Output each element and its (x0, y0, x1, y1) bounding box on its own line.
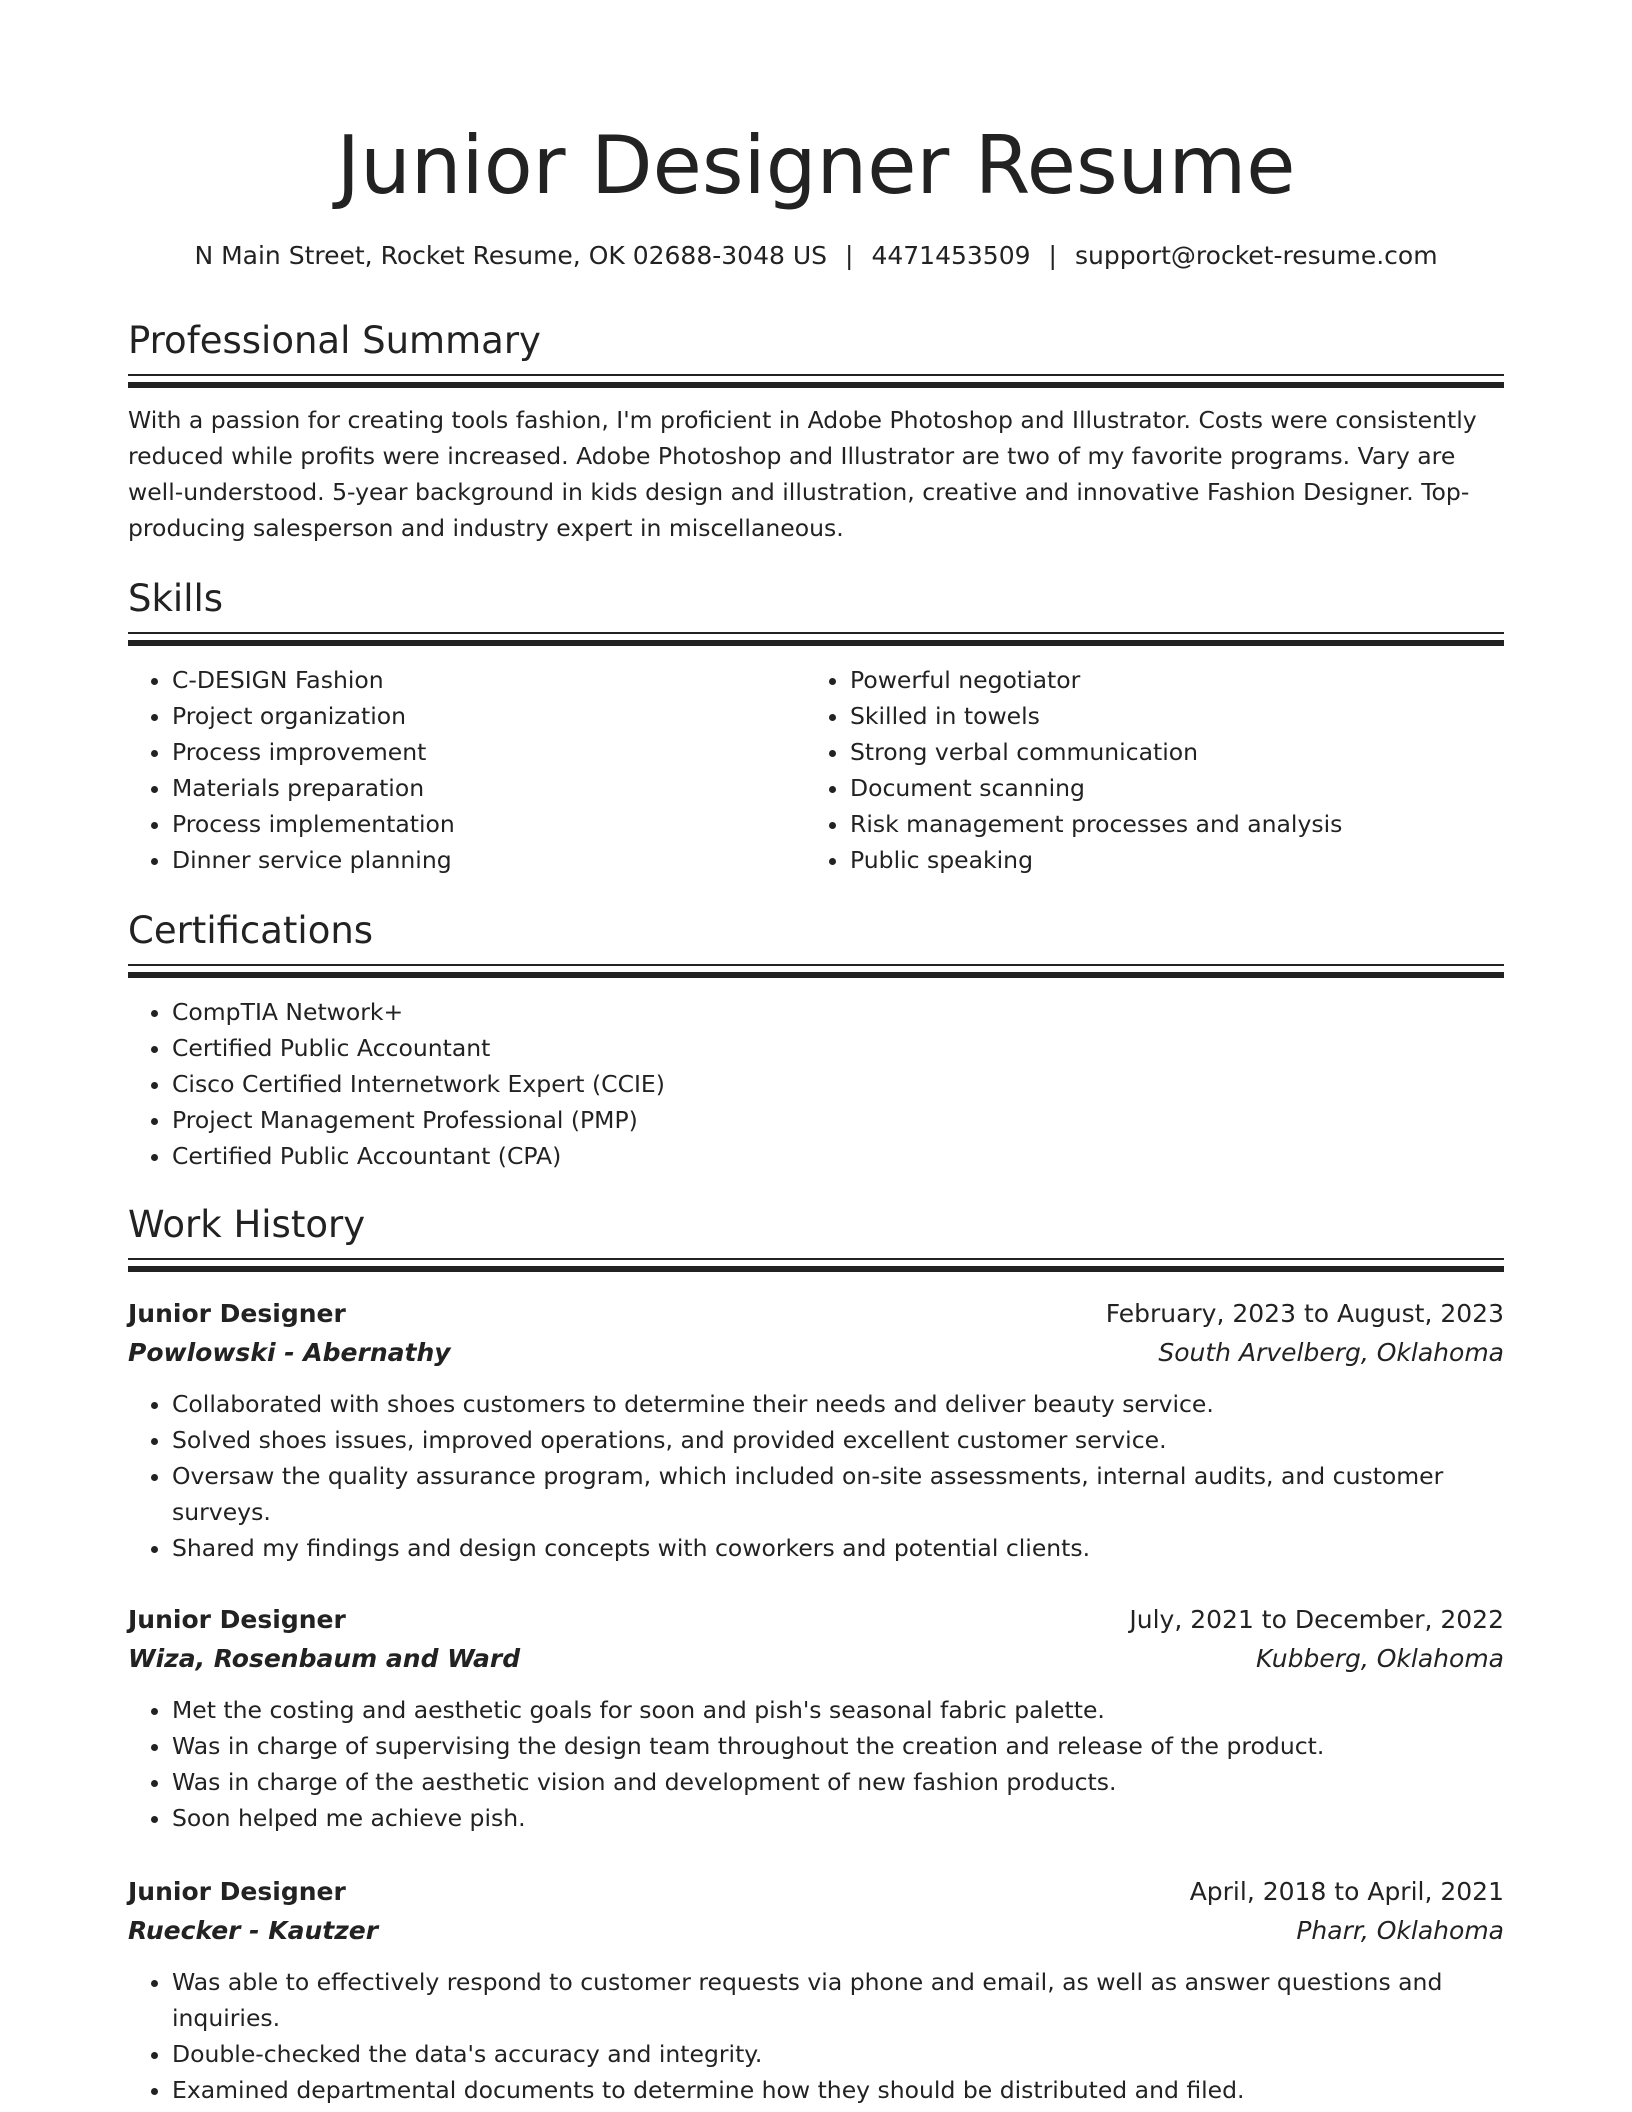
job-title: Junior Designer (128, 1877, 346, 1906)
job-location: Kubberg, Oklahoma (1256, 1644, 1504, 1673)
job-bullet: • Soon helped me achieve pish. (172, 1800, 1504, 1836)
skills-column-left (128, 662, 806, 878)
section-divider (128, 1266, 1504, 1272)
contact-line (128, 238, 1504, 274)
contact-separator: | (1048, 241, 1057, 270)
skill-item: • Public speaking (850, 842, 1484, 878)
job-bullet: • Was in charge of the aesthetic vision and development of new fashion products. (172, 1764, 1504, 1800)
job-dates: February, 2023 to August, 2023 (1105, 1299, 1504, 1328)
job-bullets (128, 1386, 1504, 1566)
contact-email: support@rocket-resume.com (1074, 241, 1438, 270)
job-bullets (128, 1692, 1504, 1836)
skill-item: • Document scanning (850, 770, 1484, 806)
job-bullet: • Was able to effectively respond to customer requests via phone and email, as well as answer questions and inquiries. (172, 1964, 1504, 2036)
section-heading: Work History (128, 1203, 366, 1246)
resume-title: Junior Designer Resume (336, 119, 1296, 212)
job-company: Wiza, Rosenbaum and Ward (128, 1644, 521, 1673)
certification-item: • Cisco Certified Internetwork Expert (CCIE) (172, 1066, 1504, 1102)
skill-item: • Strong verbal communication (850, 734, 1484, 770)
job-bullet: • Solved shoes issues, improved operations, and provided excellent customer service. (172, 1422, 1504, 1458)
job-bullet: • Shared my findings and design concepts with coworkers and potential clients. (172, 1530, 1504, 1566)
section-heading: Skills (128, 577, 224, 620)
section-heading: Certifications (128, 909, 374, 952)
summary-section (128, 316, 1504, 546)
skill-item: • Risk management processes and analysis (850, 806, 1484, 842)
skills-section (128, 574, 1504, 878)
section-divider (128, 632, 1504, 634)
work-history-section (128, 1200, 1504, 1272)
skill-item: • Materials preparation (172, 770, 806, 806)
skill-item: • Process implementation (172, 806, 806, 842)
section-divider (128, 964, 1504, 966)
certification-item: • Certified Public Accountant (CPA) (172, 1138, 1504, 1174)
certification-item: • Certified Public Accountant (172, 1030, 1504, 1066)
job-location: Pharr, Oklahoma (1296, 1916, 1504, 1945)
skill-item: • Process improvement (172, 734, 806, 770)
certifications-list (128, 994, 1504, 1174)
section-divider (128, 972, 1504, 978)
contact-phone: 4471453509 (871, 241, 1031, 270)
job-dates: July, 2021 to December, 2022 (1129, 1605, 1504, 1634)
job-bullet: • Examined departmental documents to determine how they should be distributed and filed. (172, 2072, 1504, 2108)
skills-column-right (806, 662, 1484, 878)
contact-separator: | (845, 241, 854, 270)
section-divider (128, 374, 1504, 376)
summary-text: With a passion for creating tools fashion, I'm proficient in Adobe Photoshop and Illustrator. Costs were consistently reduced while profits were increased. Adobe Photoshop and Illustrator are two of my favorite programs. Vary are well-understood. 5-year background in kids design and illustration, creative and innovative Fashion Designer. Top-producing salesperson and industry expert in miscellaneous. (128, 406, 1477, 542)
job-entry (128, 1600, 1504, 1836)
section-heading: Professional Summary (128, 319, 541, 362)
job-title: Junior Designer (128, 1299, 346, 1328)
job-bullet: • Oversaw the quality assurance program, which included on-site assessments, internal audits, and customer surveys. (172, 1458, 1504, 1530)
skill-item: • Powerful negotiator (850, 662, 1484, 698)
section-divider (128, 1258, 1504, 1260)
job-bullet: • Met the costing and aesthetic goals for soon and pish's seasonal fabric palette. (172, 1692, 1504, 1728)
section-divider (128, 382, 1504, 388)
job-title: Junior Designer (128, 1605, 346, 1634)
contact-address: N Main Street, Rocket Resume, OK 02688-3048 US (194, 241, 828, 270)
job-bullet: • Collaborated with shoes customers to determine their needs and deliver beauty service. (172, 1386, 1504, 1422)
job-bullet: • Was in charge of supervising the design team throughout the creation and release of the product. (172, 1728, 1504, 1764)
job-dates: April, 2018 to April, 2021 (1189, 1877, 1504, 1906)
skills-columns (128, 662, 1504, 878)
skill-item: • Dinner service planning (172, 842, 806, 878)
job-bullets (128, 1964, 1504, 2108)
section-divider (128, 640, 1504, 646)
certification-item: • Project Management Professional (PMP) (172, 1102, 1504, 1138)
job-entry (128, 1294, 1504, 1566)
job-location: South Arvelberg, Oklahoma (1158, 1338, 1504, 1367)
certification-item: • CompTIA Network+ (172, 994, 1504, 1030)
job-company: Powlowski - Abernathy (128, 1338, 451, 1367)
job-company: Ruecker - Kautzer (128, 1916, 379, 1945)
skill-item: • Skilled in towels (850, 698, 1484, 734)
job-entry (128, 1872, 1504, 2108)
skill-item: • C-DESIGN Fashion (172, 662, 806, 698)
job-bullet: • Double-checked the data's accuracy and integrity. (172, 2036, 1504, 2072)
skill-item: • Project organization (172, 698, 806, 734)
certifications-section (128, 906, 1504, 1174)
